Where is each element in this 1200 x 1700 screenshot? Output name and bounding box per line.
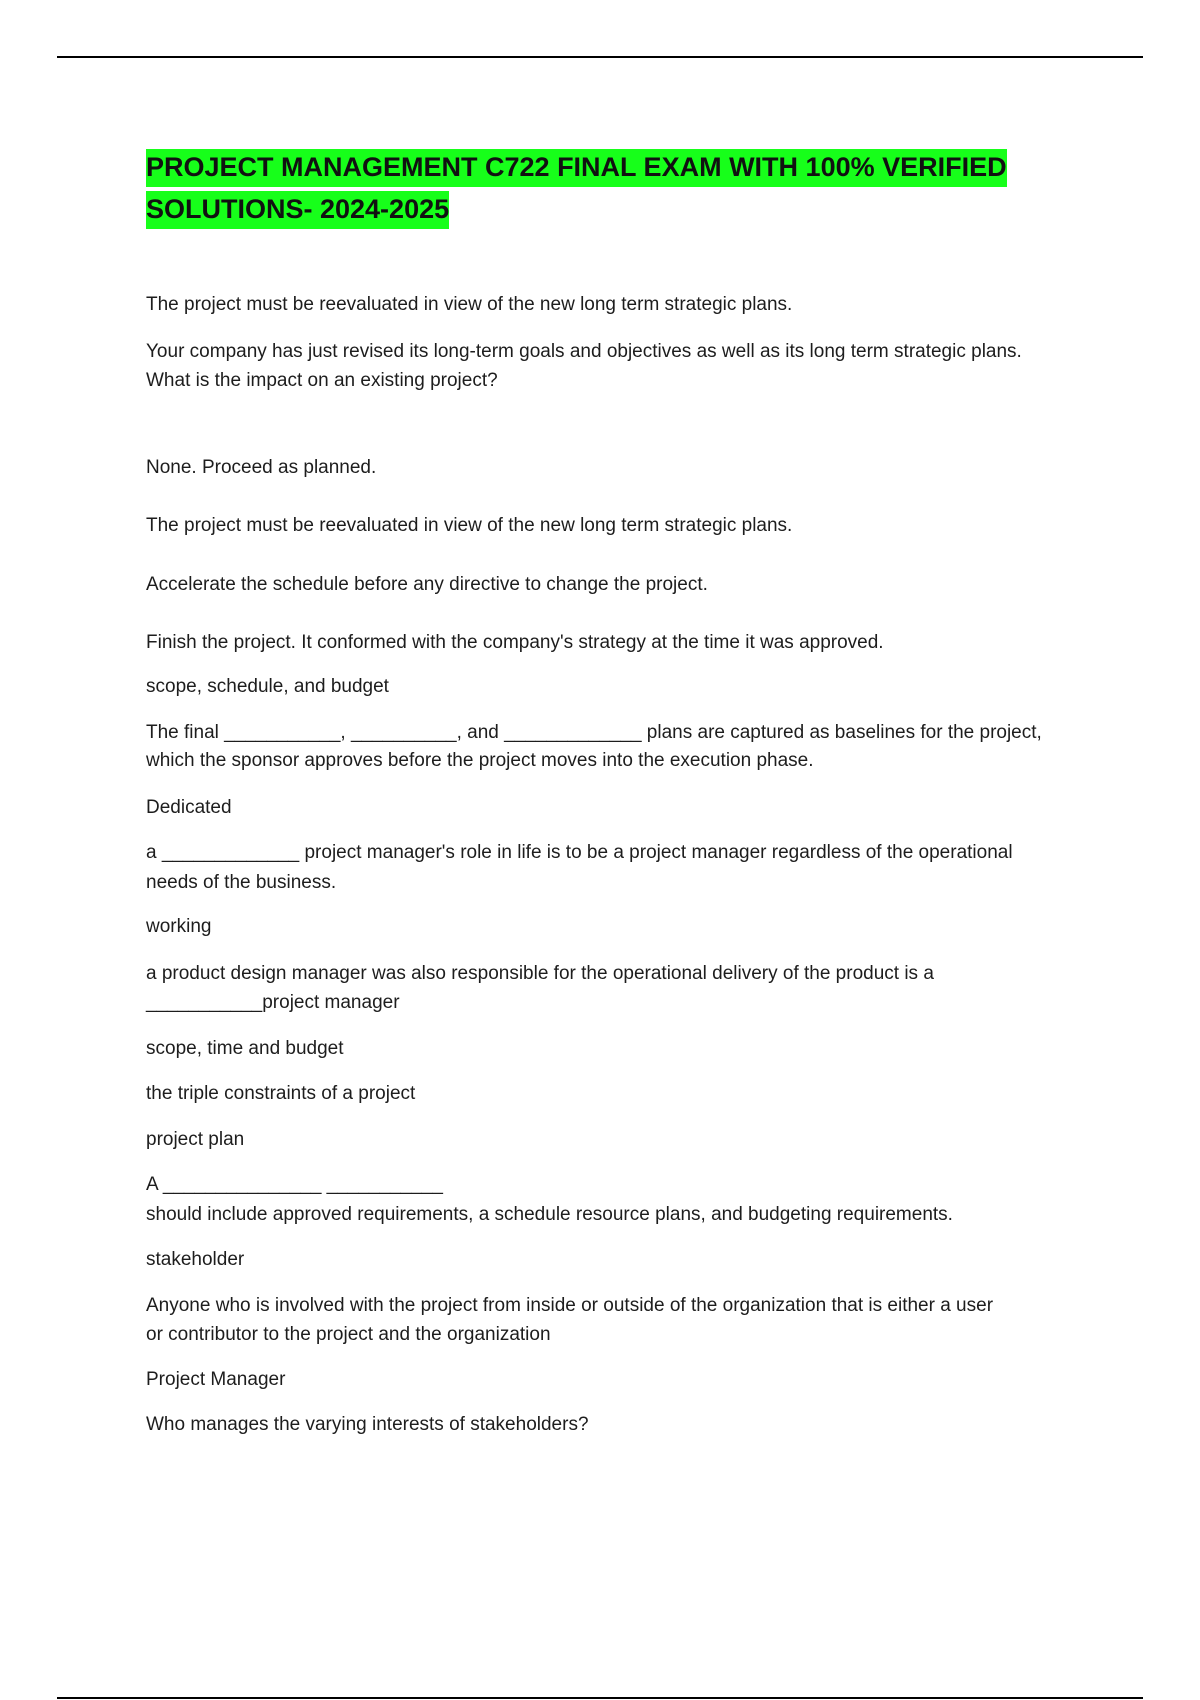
question-text: What is the impact on an existing project? <box>146 370 498 391</box>
answer-text: project plan <box>146 1129 245 1150</box>
question-text: Who manages the varying interests of stakeholders? <box>146 1414 589 1435</box>
answer-text: Dedicated <box>146 797 232 818</box>
title-line-2: SOLUTIONS- 2024-2025 <box>146 191 449 229</box>
title-line-1: PROJECT MANAGEMENT C722 FINAL EXAM WITH 100% VERIFIED <box>146 149 1007 187</box>
question-text: a _____________ project manager's role in life is to be a project manager regardless of the operational <box>146 842 1013 863</box>
question-text: should include approved requirements, a schedule resource plans, and budgeting requirements. <box>146 1204 953 1225</box>
question-text: needs of the business. <box>146 872 337 893</box>
question-text: A _______________ ___________ <box>146 1174 443 1195</box>
answer-text: scope, time and budget <box>146 1038 344 1059</box>
option-text: The project must be reevaluated in view of the new long term strategic plans. <box>146 515 793 536</box>
bottom-rule <box>57 1697 1143 1699</box>
top-rule <box>57 56 1143 58</box>
question-text: Anyone who is involved with the project from inside or outside of the organization that is either a user <box>146 1295 994 1316</box>
question-text: The final ___________, __________, and _____________ plans are captured as baselines for the project, <box>146 722 1042 743</box>
answer-text: The project must be reevaluated in view of the new long term strategic plans. <box>146 294 793 315</box>
answer-text: working <box>146 916 212 937</box>
option-text: Accelerate the schedule before any directive to change the project. <box>146 574 708 595</box>
question-text: ___________project manager <box>146 992 400 1013</box>
option-text: None. Proceed as planned. <box>146 457 377 478</box>
answer-text: Project Manager <box>146 1369 286 1390</box>
question-text: which the sponsor approves before the project moves into the execution phase. <box>146 750 814 771</box>
answer-text: stakeholder <box>146 1249 245 1270</box>
answer-text: scope, schedule, and budget <box>146 676 389 697</box>
question-text: or contributor to the project and the organization <box>146 1324 551 1345</box>
question-text: the triple constraints of a project <box>146 1083 416 1104</box>
option-text: Finish the project. It conformed with the company's strategy at the time it was approved. <box>146 632 884 653</box>
document-title <box>146 146 1046 230</box>
question-text: a product design manager was also responsible for the operational delivery of the product is a <box>146 963 934 984</box>
question-text: Your company has just revised its long-term goals and objectives as well as its long term strategic plans. <box>146 341 1022 362</box>
